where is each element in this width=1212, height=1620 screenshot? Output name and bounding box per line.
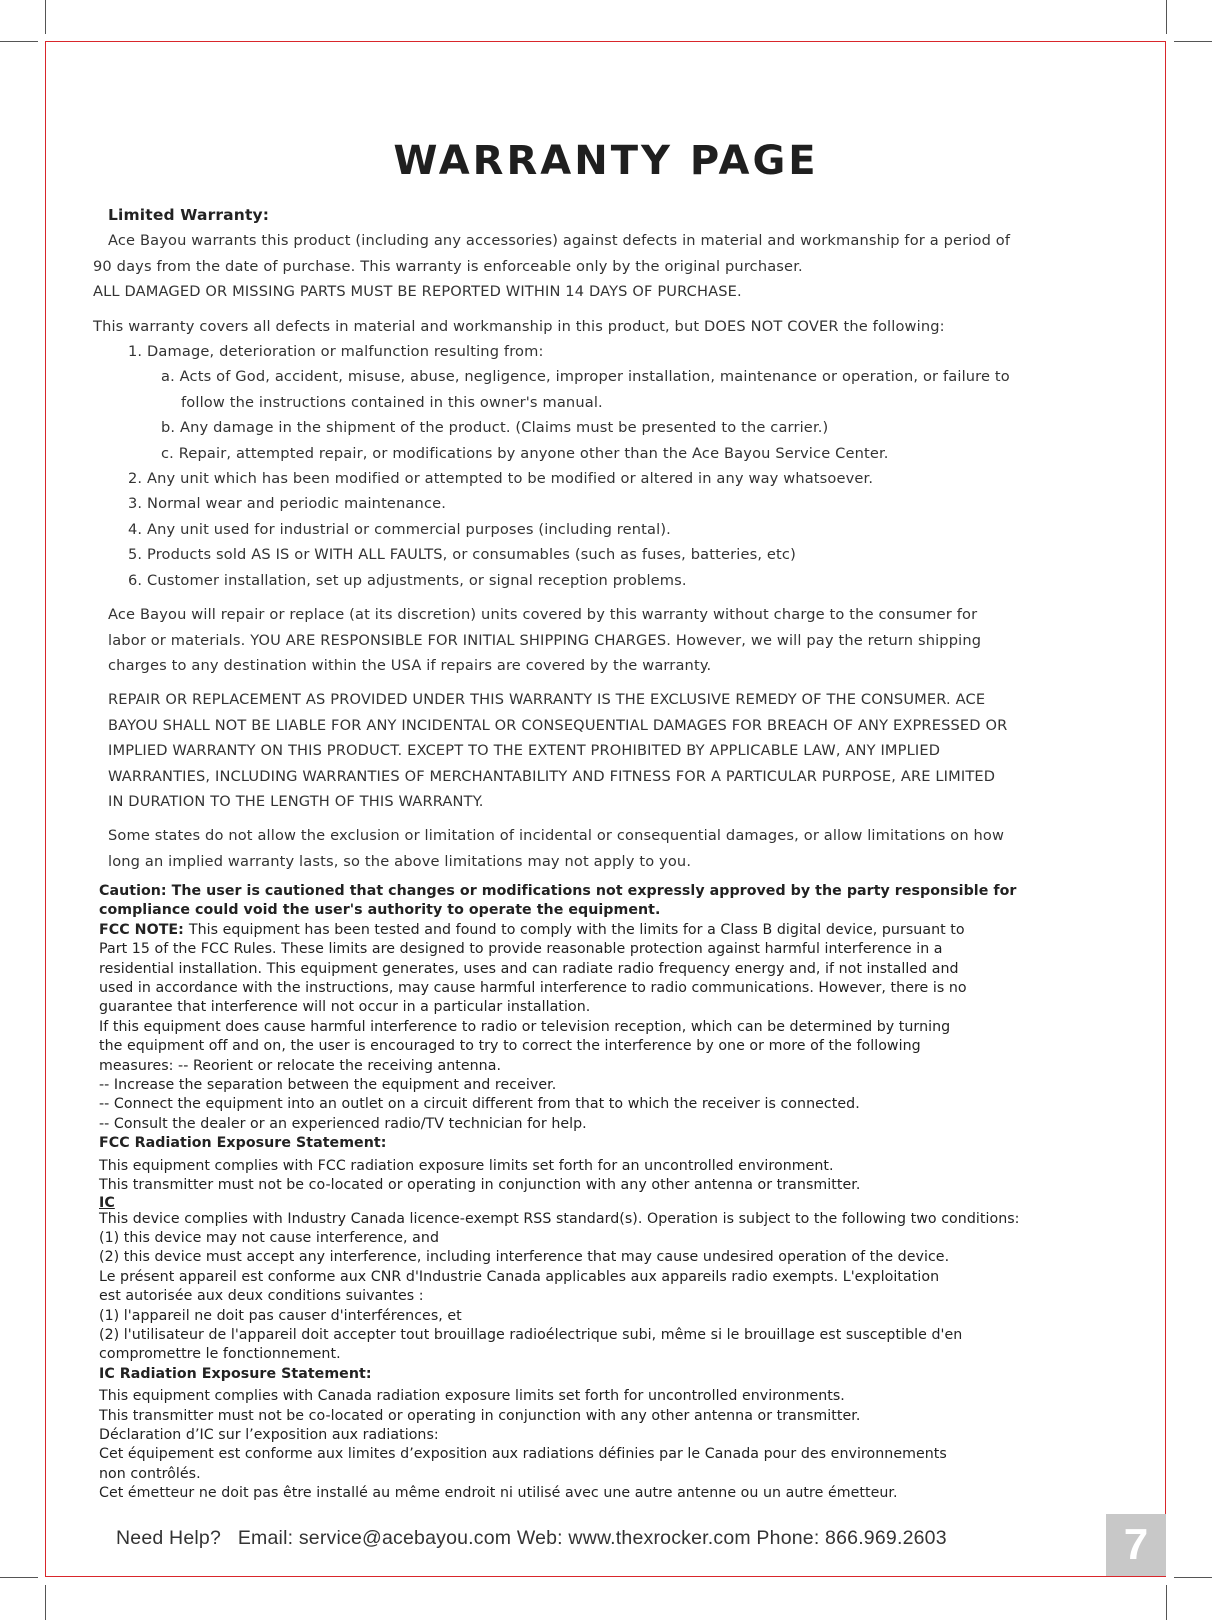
ic-line: (2) this device must accept any interference, including interference that may cause undesired operation of the device. [99, 1249, 950, 1266]
fcc-note-label: FCC NOTE: [99, 921, 189, 938]
repair-line: Ace Bayou will repair or replace (at its discretion) units covered by this warranty without charge to the consumer for [108, 606, 978, 624]
ic-radiation-line: Déclaration d’IC sur l’exposition aux radiations: [99, 1426, 439, 1443]
list-subitem: b. Any damage in the shipment of the product. (Claims must be presented to the carrier.) [161, 419, 829, 437]
crop-mark [0, 1577, 38, 1578]
covers-intro: This warranty covers all defects in material and workmanship in this product, but DOES NOT COVER the following: [93, 317, 945, 335]
fcc-line: If this equipment does cause harmful interference to radio or television reception, which can be determined by turning [99, 1018, 951, 1035]
remedy-line: WARRANTIES, INCLUDING WARRANTIES OF MERCHANTABILITY AND FITNESS FOR A PARTICULAR PURPOSE, ARE LIMITED [108, 767, 996, 785]
ic-line: (2) l'utilisateur de l'appareil doit accepter tout brouillage radioélectrique subi, même si le brouillage est susceptible d'en [99, 1326, 963, 1343]
fcc-line: residential installation. This equipment generates, uses and can radiate radio frequency energy and, if not installed and [99, 960, 959, 977]
limited-warranty-heading: Limited Warranty: [108, 206, 270, 224]
fcc-radiation-line: This equipment complies with FCC radiation exposure limits set forth for an uncontrolled environment. [99, 1157, 834, 1174]
ic-radiation-line: Cet équipement est conforme aux limites d’exposition aux radiations définies par le Canada pour des environnements [99, 1446, 947, 1463]
list-item: 6. Customer installation, set up adjustments, or signal reception problems. [128, 571, 687, 589]
ic-radiation-line: Cet émetteur ne doit pas être installé au même endroit ni utilisé avec une autre antenne ou un autre émetteur. [99, 1485, 898, 1502]
fcc-line: -- Consult the dealer or an experienced radio/TV technician for help. [99, 1115, 587, 1132]
crop-mark [45, 0, 46, 34]
ic-line: This device complies with Industry Canada licence-exempt RSS standard(s). Operation is subject to the following two conditions: [99, 1210, 1020, 1227]
fcc-radiation-heading: FCC Radiation Exposure Statement: [99, 1135, 387, 1152]
remedy-line: BAYOU SHALL NOT BE LIABLE FOR ANY INCIDENTAL OR CONSEQUENTIAL DAMAGES FOR BREACH OF ANY EXPRESSED OR [108, 716, 1008, 734]
caution-line: Caution: The user is cautioned that changes or modifications not expressly approved by the party responsible for [99, 883, 1017, 899]
list-subitem: a. Acts of God, accident, misuse, abuse, negligence, improper installation, maintenance or operation, or failure to [161, 368, 1010, 386]
ic-line: Le présent appareil est conforme aux CNR d'Industrie Canada applicables aux appareils radio exempts. L'exploitation [99, 1268, 940, 1285]
ic-radiation-heading: IC Radiation Exposure Statement: [99, 1365, 372, 1382]
list-item: 1. Damage, deterioration or malfunction resulting from: [128, 343, 544, 361]
fcc-line: the equipment off and on, the user is encouraged to try to correct the interference by one or more of the following [99, 1038, 921, 1055]
fcc-note-line [99, 921, 1159, 940]
warranty-line: 90 days from the date of purchase. This warranty is enforceable only by the original purchaser. [93, 257, 803, 275]
ic-radiation-line: non contrôlés. [99, 1465, 201, 1482]
warranty-line: ALL DAMAGED OR MISSING PARTS MUST BE REPORTED WITHIN 14 DAYS OF PURCHASE. [93, 283, 742, 301]
list-item: 2. Any unit which has been modified or attempted to be modified or altered in any way whatsoever. [128, 470, 874, 488]
list-item: 3. Normal wear and periodic maintenance. [128, 495, 447, 513]
states-line: long an implied warranty lasts, so the above limitations may not apply to you. [108, 852, 692, 870]
fcc-line: used in accordance with the instructions, may cause harmful interference to radio communications. However, there is no [99, 980, 967, 997]
ic-line: est autorisée aux deux conditions suivantes : [99, 1288, 424, 1305]
help-footer: Need Help? Email: service@acebayou.com Web: www.thexrocker.com Phone: 866.969.2603 [116, 1527, 947, 1549]
repair-line: labor or materials. YOU ARE RESPONSIBLE FOR INITIAL SHIPPING CHARGES. However, we will pay the return shipping [108, 631, 982, 649]
remedy-line: IMPLIED WARRANTY ON THIS PRODUCT. EXCEPT TO THE EXTENT PROHIBITED BY APPLICABLE LAW, ANY IMPLIED [108, 742, 941, 760]
crop-mark [1174, 41, 1212, 42]
list-item: 5. Products sold AS IS or WITH ALL FAULTS, or consumables (such as fuses, batteries, etc) [128, 546, 796, 564]
ic-line: (1) l'appareil ne doit pas causer d'interférences, et [99, 1307, 462, 1324]
list-subitem: follow the instructions contained in this owner's manual. [181, 393, 603, 411]
fcc-note-text: This equipment has been tested and found to comply with the limits for a Class B digital device, pursuant to [188, 921, 965, 938]
list-item: 4. Any unit used for industrial or commercial purposes (including rental). [128, 520, 671, 538]
crop-mark [0, 41, 38, 42]
ic-line: compromettre le fonctionnement. [99, 1346, 341, 1363]
crop-mark [1166, 0, 1167, 34]
fcc-radiation-line: This transmitter must not be co-located or operating in conjunction with any other antenna or transmitter. [99, 1177, 861, 1194]
fcc-line: -- Increase the separation between the equipment and receiver. [99, 1077, 557, 1094]
page-number: 7 [1106, 1514, 1166, 1576]
remedy-line: IN DURATION TO THE LENGTH OF THIS WARRANTY. [108, 792, 484, 810]
ic-radiation-line: This equipment complies with Canada radiation exposure limits set forth for uncontrolled environments. [99, 1388, 845, 1405]
fcc-line: measures: -- Reorient or relocate the receiving antenna. [99, 1057, 502, 1074]
fcc-line: guarantee that interference will not occur in a particular installation. [99, 999, 591, 1016]
warranty-section [93, 203, 1093, 874]
fcc-line: Part 15 of the FCC Rules. These limits are designed to provide reasonable protection against harmful interference in a [99, 941, 943, 958]
regulatory-section [99, 882, 1159, 1504]
page-title: WARRANTY PAGE [393, 138, 819, 184]
ic-radiation-line: This transmitter must not be co-located or operating in conjunction with any other antenna or transmitter. [99, 1407, 861, 1424]
states-line: Some states do not allow the exclusion or limitation of incidental or consequential damages, or allow limitations on how [108, 827, 1005, 845]
caution-line: compliance could void the user's authority to operate the equipment. [99, 902, 661, 919]
crop-mark [45, 1585, 46, 1620]
remedy-line: REPAIR OR REPLACEMENT AS PROVIDED UNDER THIS WARRANTY IS THE EXCLUSIVE REMEDY OF THE CONSUMER. ACE [108, 691, 986, 709]
warranty-line: Ace Bayou warrants this product (including any accessories) against defects in material and workmanship for a period of [108, 232, 1011, 250]
list-subitem: c. Repair, attempted repair, or modifications by anyone other than the Ace Bayou Service Center. [161, 444, 889, 462]
repair-line: charges to any destination within the USA if repairs are covered by the warranty. [108, 656, 712, 674]
crop-mark [1166, 1585, 1167, 1620]
fcc-line: -- Connect the equipment into an outlet on a circuit different from that to which the receiver is connected. [99, 1096, 860, 1113]
ic-line: (1) this device may not cause interference, and [99, 1229, 440, 1246]
crop-mark [1174, 1577, 1212, 1578]
ic-heading: IC [99, 1194, 115, 1211]
